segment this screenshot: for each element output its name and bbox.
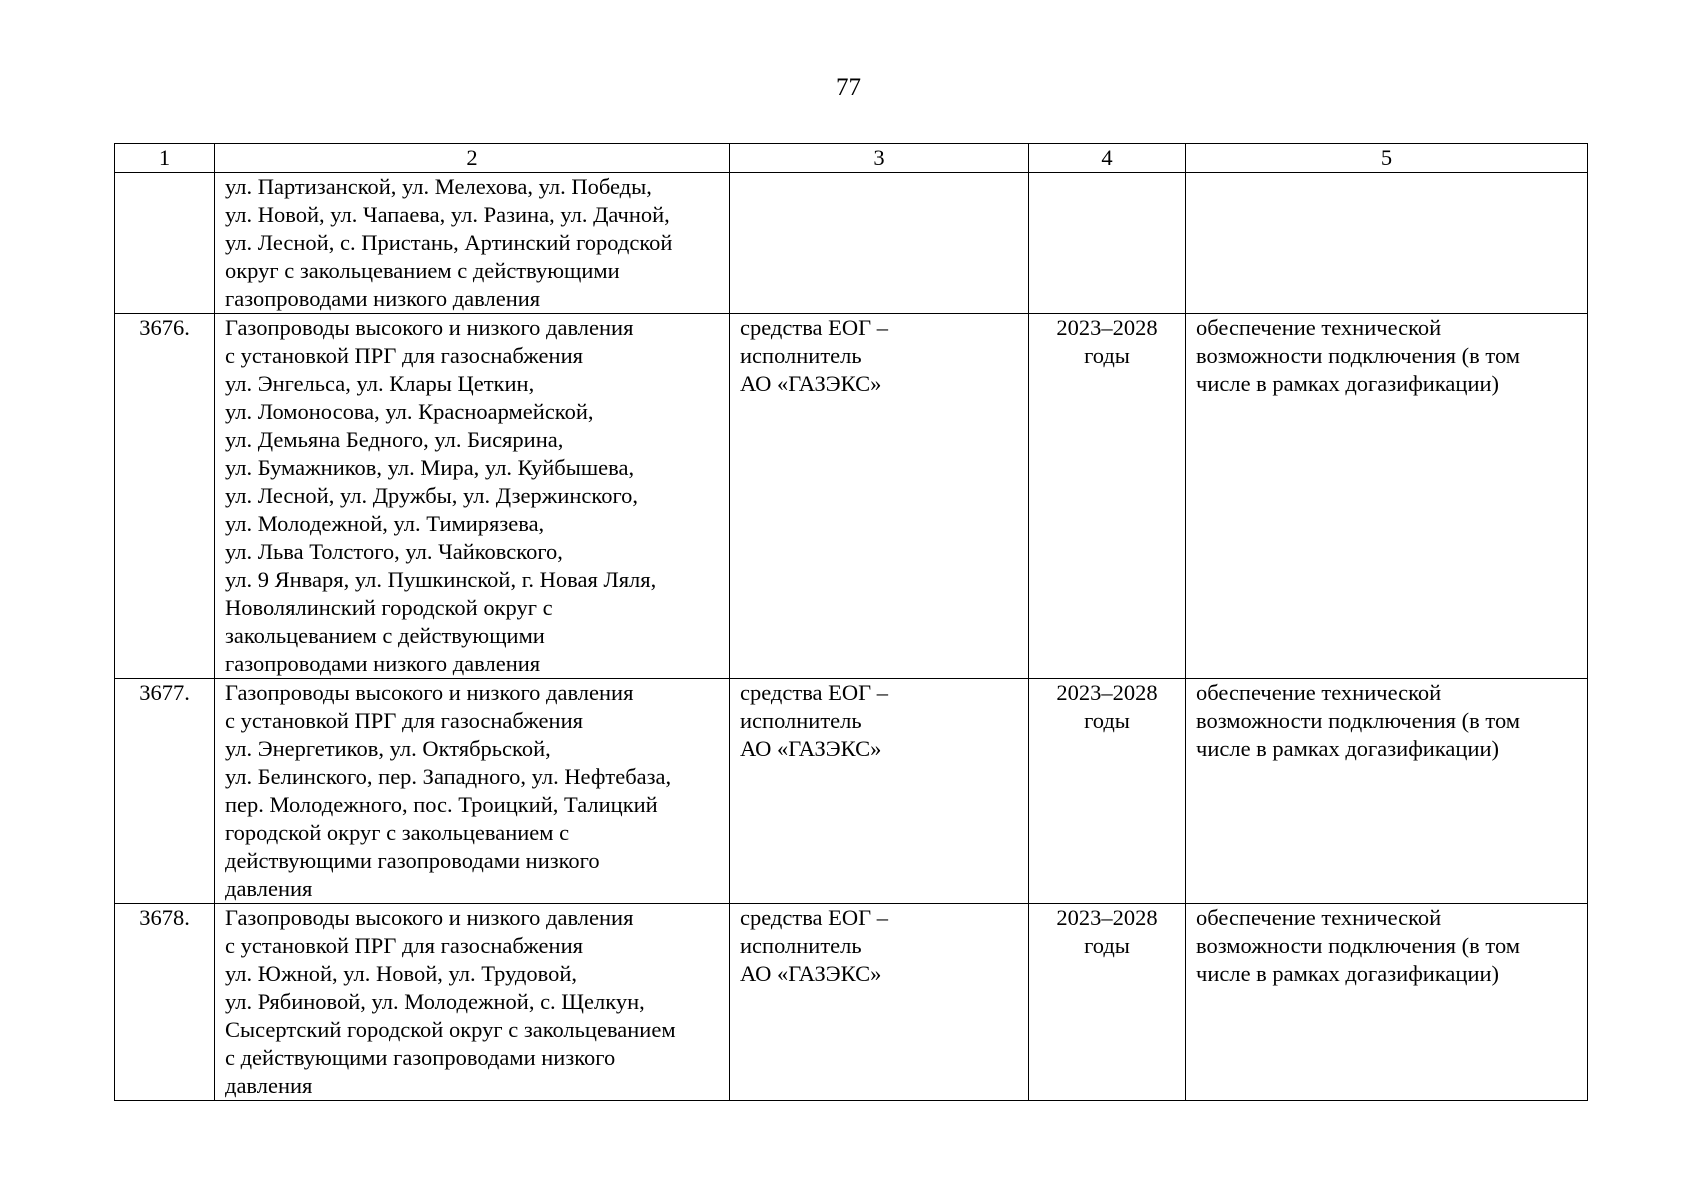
row-purpose: [1186, 173, 1588, 314]
table-row: [115, 314, 1588, 679]
row-funding-source: [730, 173, 1029, 314]
row-purpose: обеспечение технической возможности подключения (в том числе в рамках догазификации): [1186, 679, 1588, 904]
page-number: 77: [836, 74, 861, 101]
row-purpose: обеспечение технической возможности подключения (в том числе в рамках догазификации): [1186, 314, 1588, 679]
row-funding-source: средства ЕОГ – исполнитель АО «ГАЗЭКС»: [730, 904, 1029, 1101]
table-row: [115, 679, 1588, 904]
row-number: 3677.: [115, 679, 215, 904]
row-years: 2023–2028 годы: [1029, 904, 1186, 1101]
header-cell-4: 4: [1029, 144, 1186, 173]
header-cell-1: 1: [115, 144, 215, 173]
row-years: 2023–2028 годы: [1029, 314, 1186, 679]
row-number: [115, 173, 215, 314]
table-header-row: [115, 144, 1588, 173]
row-years: [1029, 173, 1186, 314]
header-cell-2: 2: [215, 144, 730, 173]
row-number: 3676.: [115, 314, 215, 679]
header-cell-3: 3: [730, 144, 1029, 173]
table-row: [115, 173, 1588, 314]
document-table: [114, 143, 1588, 1101]
row-description: Газопроводы высокого и низкого давления с установкой ПРГ для газоснабжения ул. Энгельса, ул. Клары Цеткин, ул. Ломоносова, ул. Красноармейской, ул. Демьяна Бедного, ул. Бисярина, ул. Бумажников, ул. Мира, ул. Куйбышева, ул. Лесной, ул. Дружбы, ул. Дзержинского, ул. Молодежной, ул. Тимирязева, ул. Льва Толстого, ул. Чайковского, ул. 9 Января, ул. Пушкинской, г. Новая Ляля, Новолялинский городской округ с закольцеванием с действующими газопроводами низкого давления: [215, 314, 730, 679]
row-years: 2023–2028 годы: [1029, 679, 1186, 904]
row-description: Газопроводы высокого и низкого давления с установкой ПРГ для газоснабжения ул. Энергетиков, ул. Октябрьской, ул. Белинского, пер. Западного, ул. Нефтебаза, пер. Молодежного, пос. Троицкий, Талицкий городской округ с закольцеванием с действующими газопроводами низкого давления: [215, 679, 730, 904]
row-funding-source: средства ЕОГ – исполнитель АО «ГАЗЭКС»: [730, 314, 1029, 679]
row-funding-source: средства ЕОГ – исполнитель АО «ГАЗЭКС»: [730, 679, 1029, 904]
row-number: 3678.: [115, 904, 215, 1101]
table-row: [115, 904, 1588, 1101]
row-description: ул. Партизанской, ул. Мелехова, ул. Победы, ул. Новой, ул. Чапаева, ул. Разина, ул. Дачной, ул. Лесной, с. Пристань, Артинский городской округ с закольцеванием с действующими газопроводами низкого давления: [215, 173, 730, 314]
header-cell-5: 5: [1186, 144, 1588, 173]
row-description: Газопроводы высокого и низкого давления с установкой ПРГ для газоснабжения ул. Южной, ул. Новой, ул. Трудовой, ул. Рябиновой, ул. Молодежной, с. Щелкун, Сысертский городской округ с закольцеванием с действующими газопроводами низкого давления: [215, 904, 730, 1101]
row-purpose: обеспечение технической возможности подключения (в том числе в рамках догазификации): [1186, 904, 1588, 1101]
